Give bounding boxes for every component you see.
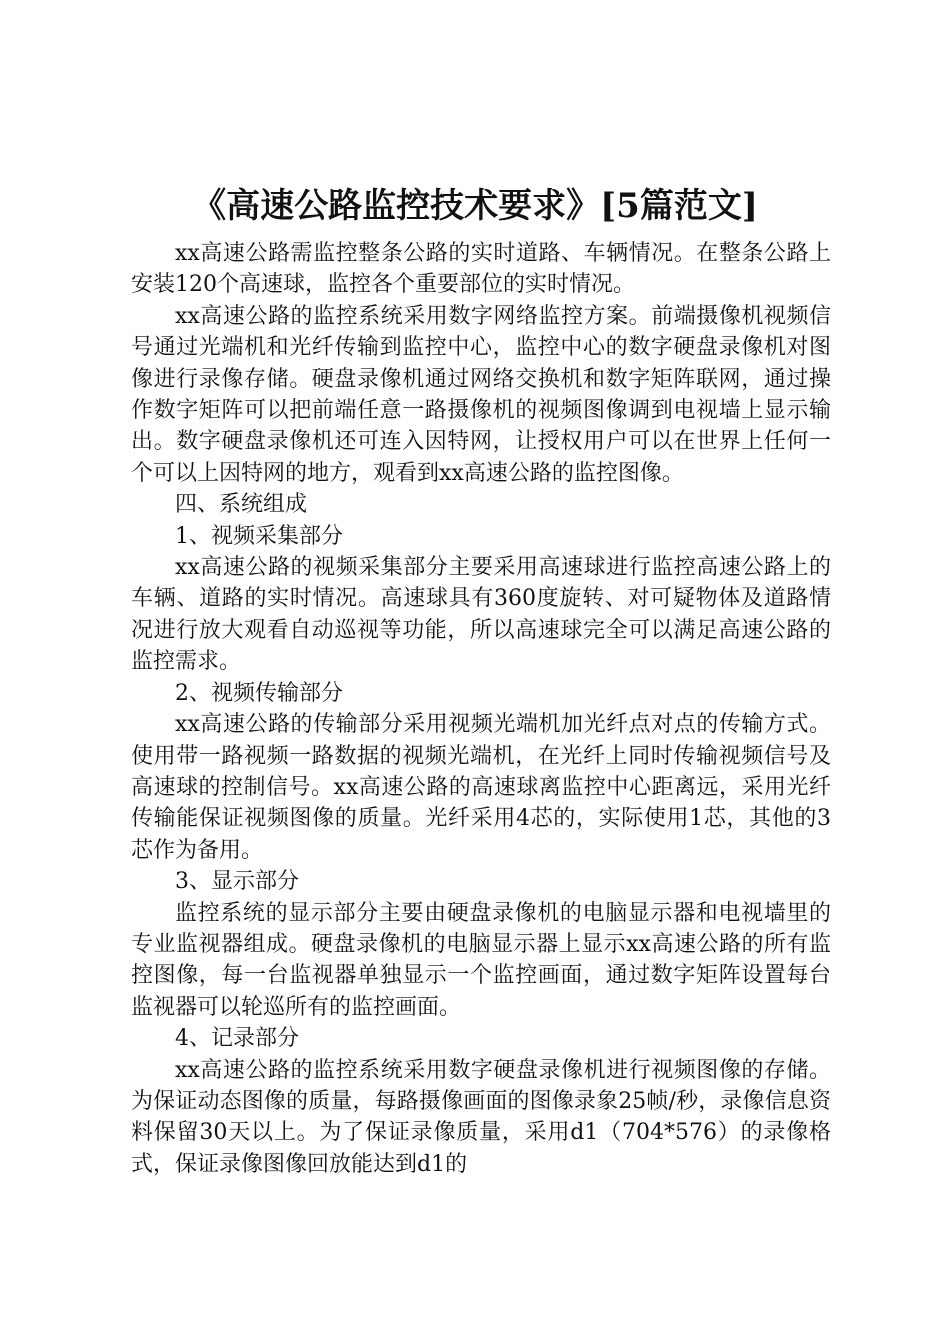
paragraph-display: 监控系统的显示部分主要由硬盘录像机的电脑显示器和电视墙里的专业监视器组成。硬盘录像机的电脑显示器上显示xx高速公路的所有监控图像，每一台监视器单独显示一个监控画面，通过数字矩阵设置每台监视器可以轮巡所有的监控画面。 [131, 900, 831, 1020]
document-body [131, 238, 831, 1180]
paragraph-video-capture: xx高速公路的视频采集部分主要采用高速球进行监控高速公路上的车辆、道路的实时情况。高速球具有360度旋转、对可疑物体及道路情况进行放大观看自动巡视等功能，所以高速球完全可以满足高速公路的监控需求。 [131, 555, 831, 675]
paragraph-video-transmission: xx高速公路的传输部分采用视频光端机加光纤点对点的传输方式。使用带一路视频一路数据的视频光端机，在光纤上同时传输视频信号及高速球的控制信号。xx高速公路的高速球离监控中心距离远，采用光纤传输能保证视频图像的质量。光纤采用4芯的，实际使用1芯，其他的3芯作为备用。 [131, 712, 831, 863]
section-heading-system-composition: 四、系统组成 [175, 492, 308, 518]
paragraph-intro: xx高速公路需监控整条公路的实时道路、车辆情况。在整条公路上安装120个高速球，监控各个重要部位的实时情况。 [131, 241, 831, 298]
paragraph-recording: xx高速公路的监控系统采用数字硬盘录像机进行视频图像的存储。为保证动态图像的质量，每路摄像画面的图像录象25帧/秒，录像信息资料保留30天以上。为了保证录像质量，采用d1（704*576）的录像格式，保证录像图像回放能达到d1的 [131, 1057, 831, 1177]
subsection-heading-video-transmission: 2、视频传输部分 [175, 680, 343, 706]
subsection-heading-display: 3、显示部分 [175, 869, 299, 895]
subsection-heading-recording: 4、记录部分 [175, 1026, 299, 1052]
subsection-heading-video-capture: 1、视频采集部分 [175, 523, 343, 549]
paragraph-system-overview: xx高速公路的监控系统采用数字网络监控方案。前端摄像机视频信号通过光端机和光纤传输到监控中心，监控中心的数字硬盘录像机对图像进行录像存储。硬盘录像机通过网络交换机和数字矩阵联网，通过操作数字矩阵可以把前端任意一路摄像机的视频图像调到电视墙上显示输出。数字硬盘录像机还可连入因特网，让授权用户可以在世界上任何一个可以上因特网的地方，观看到xx高速公路的监控图像。 [131, 303, 831, 486]
document-title: 《高速公路监控技术要求》[5篇范文] [192, 186, 758, 226]
